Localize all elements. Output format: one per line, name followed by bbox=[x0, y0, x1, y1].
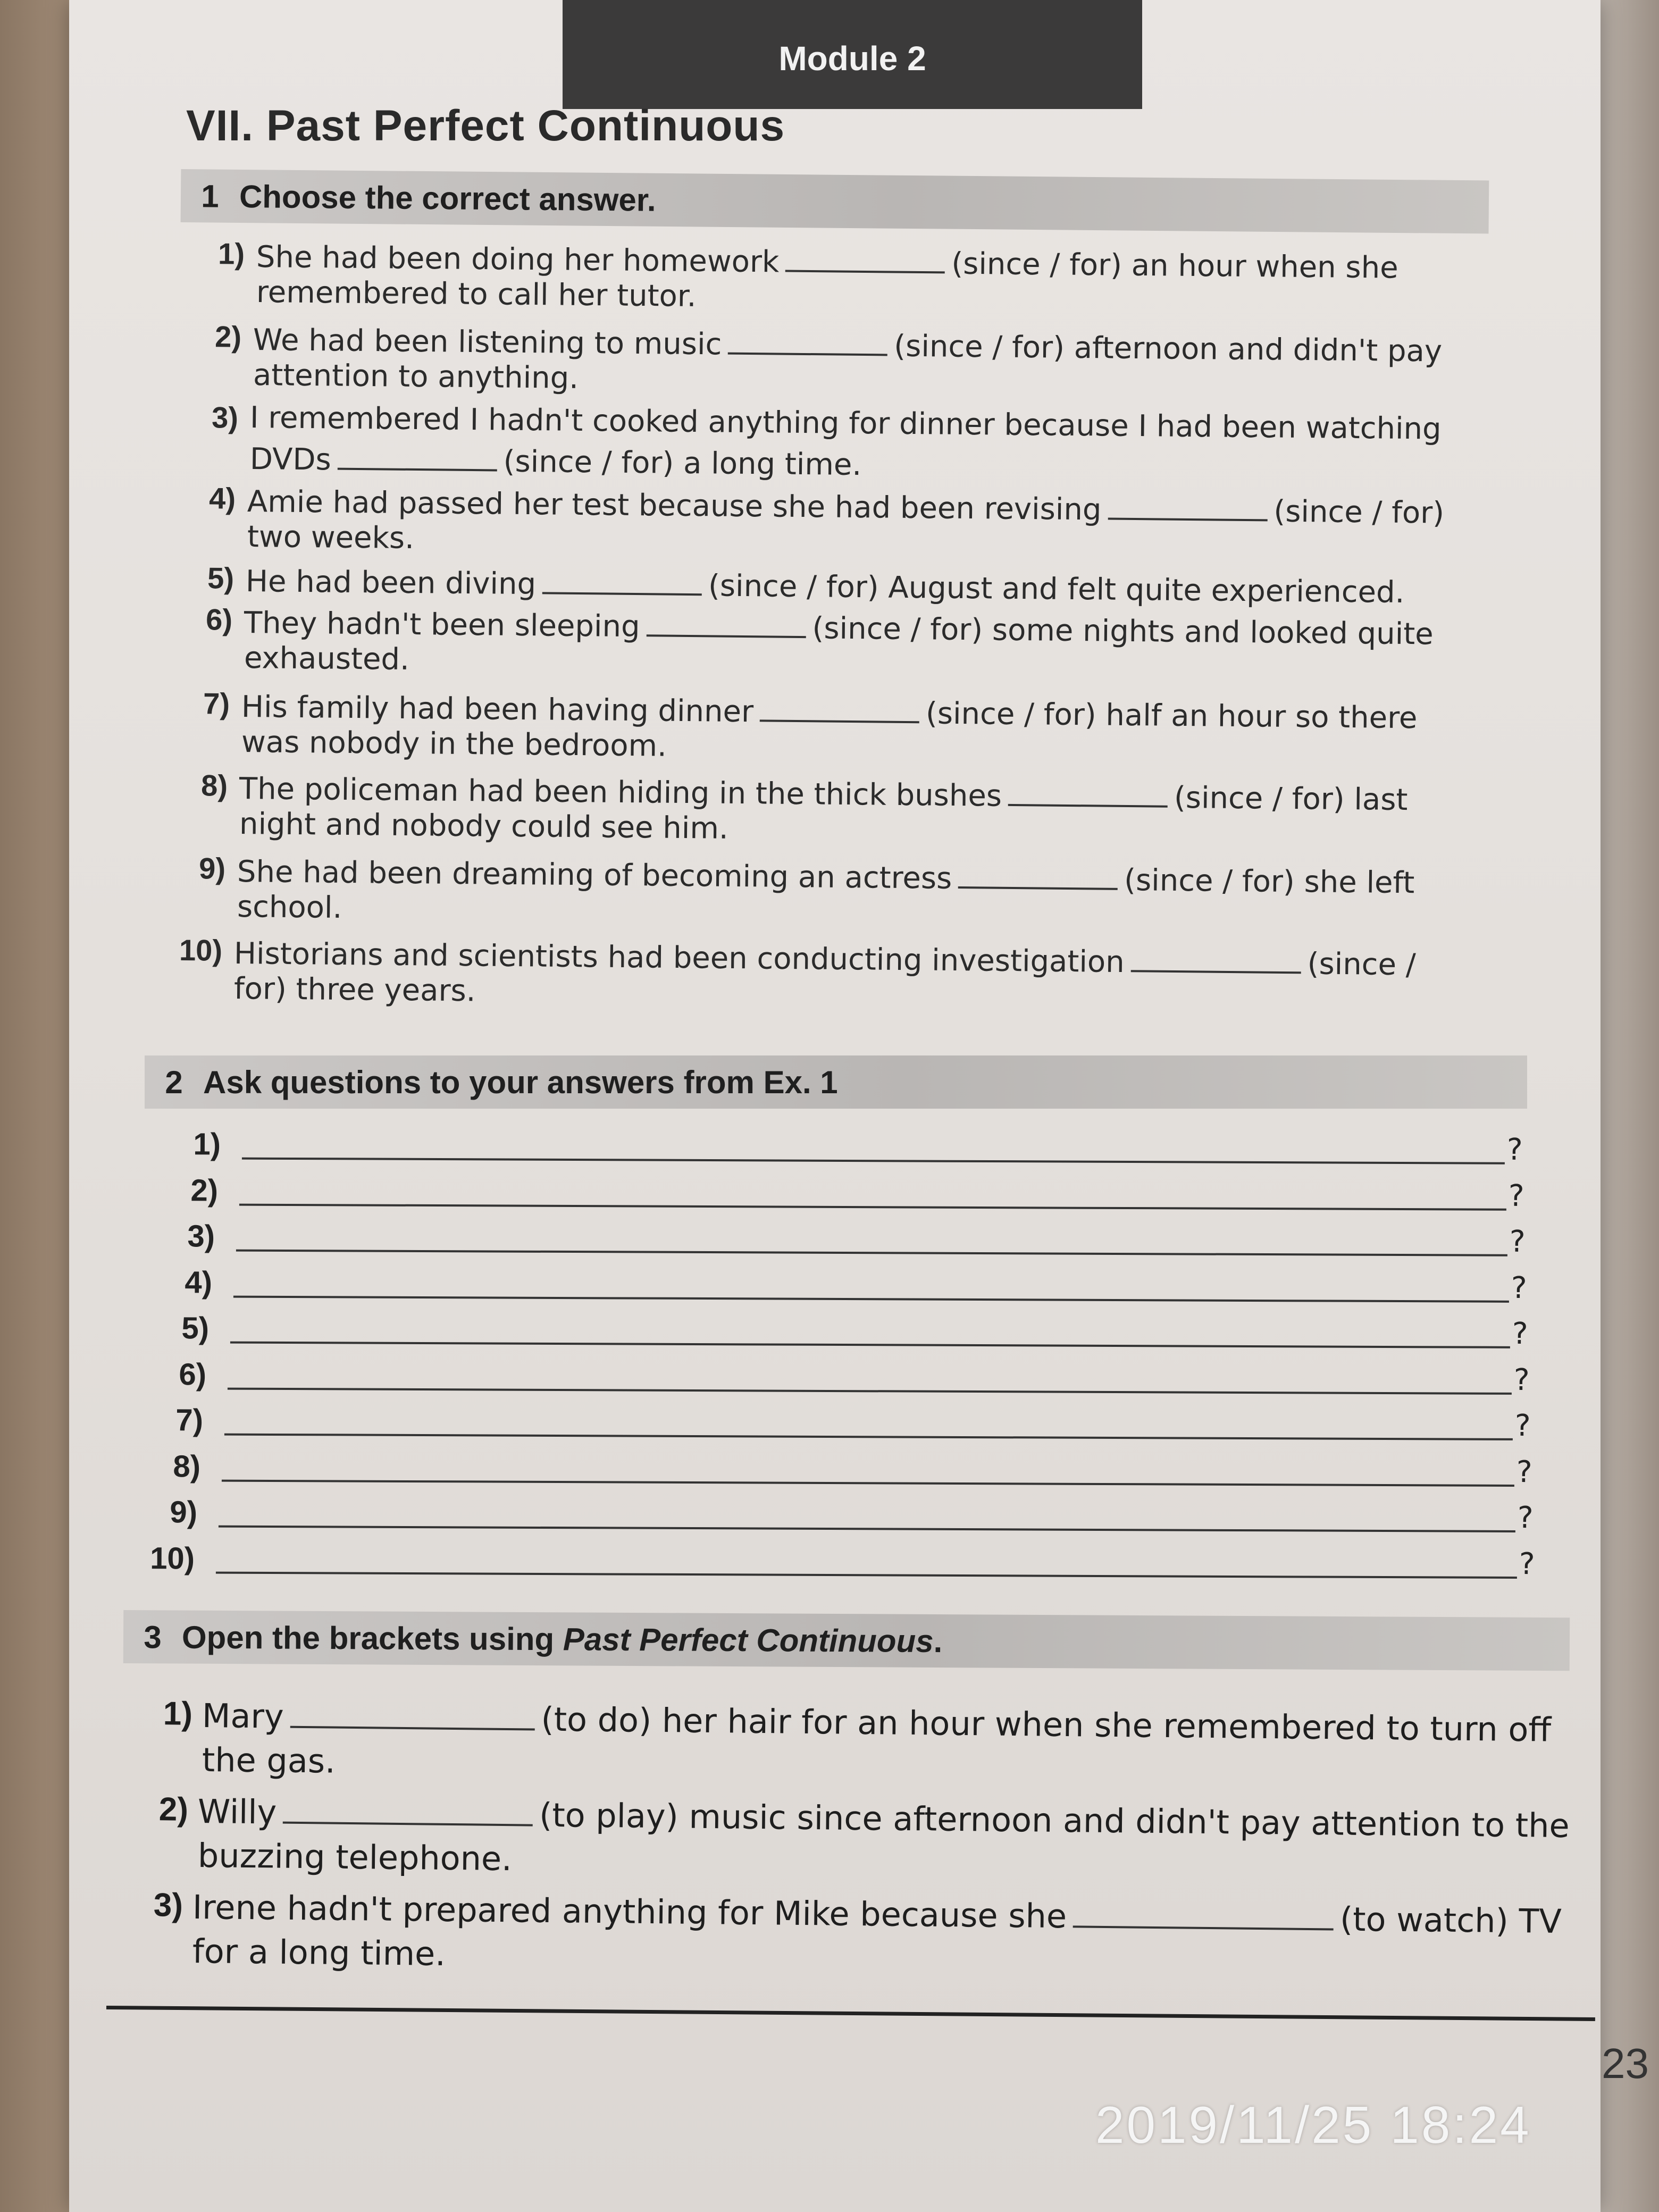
answer-blank[interactable] bbox=[958, 856, 1118, 890]
item-text: (since / for) an hour when she bbox=[951, 246, 1398, 286]
item-text: (since / bbox=[1307, 946, 1416, 983]
item-text: school. bbox=[237, 890, 342, 925]
exercise-3-instruction-end: . bbox=[933, 1623, 943, 1659]
question-row bbox=[154, 1172, 1538, 1220]
answer-blank[interactable] bbox=[338, 437, 498, 472]
item-text: (since / for) she left bbox=[1124, 863, 1415, 901]
exercise-3-instruction bbox=[182, 1619, 943, 1659]
item-text: exhausted. bbox=[244, 641, 410, 677]
item-text: The policeman had been hiding in the thick bushes bbox=[239, 772, 1002, 814]
question-number: 4) bbox=[184, 1264, 212, 1300]
question-mark: ? bbox=[1519, 1546, 1535, 1581]
item-text: (since / for) last bbox=[1174, 780, 1408, 818]
item-text: DVDs bbox=[249, 442, 332, 477]
question-mark: ? bbox=[1511, 1270, 1527, 1305]
item-number: 3) bbox=[153, 1887, 183, 1924]
exercise-3-item-continuation bbox=[202, 1737, 336, 1785]
item-text: Mary bbox=[202, 1696, 284, 1736]
exercise-1-item-continuation bbox=[244, 638, 410, 680]
item-text: His family had been having dinner bbox=[241, 690, 754, 730]
answer-blank[interactable] bbox=[1008, 773, 1168, 808]
item-number: 9) bbox=[198, 851, 226, 885]
question-row bbox=[148, 1264, 1540, 1312]
answer-blank[interactable] bbox=[1073, 1891, 1334, 1930]
exercise-1-item-continuation bbox=[239, 804, 728, 849]
page-number: 23 bbox=[1602, 2040, 1649, 2087]
item-text: He had been diving bbox=[245, 564, 537, 602]
exercise-3-instruction-tense: Past Perfect Continuous bbox=[563, 1621, 934, 1659]
exercise-1-number: 1 bbox=[201, 178, 219, 214]
item-text: They hadn't been sleeping bbox=[244, 606, 640, 644]
item-text: for) three years. bbox=[233, 971, 476, 1009]
question-row bbox=[151, 1218, 1539, 1266]
answer-blank[interactable] bbox=[760, 689, 920, 723]
question-mark: ? bbox=[1512, 1316, 1528, 1351]
question-row bbox=[130, 1540, 1548, 1588]
question-row bbox=[142, 1356, 1543, 1404]
item-text: for a long time. bbox=[192, 1932, 446, 1973]
question-answer-line[interactable] bbox=[219, 1526, 1515, 1532]
question-row bbox=[157, 1126, 1537, 1174]
question-answer-line[interactable] bbox=[242, 1158, 1505, 1164]
item-text: (since / for) half an hour so there bbox=[925, 696, 1418, 736]
question-row bbox=[136, 1448, 1546, 1496]
item-text: remembered to call her tutor. bbox=[256, 275, 697, 314]
answer-blank[interactable] bbox=[646, 604, 806, 638]
question-row bbox=[145, 1310, 1542, 1358]
module-tab: Module 2 bbox=[563, 0, 1142, 109]
item-number: 4) bbox=[208, 481, 236, 515]
item-text: (to watch) TV bbox=[1339, 1899, 1562, 1941]
answer-blank[interactable] bbox=[542, 561, 702, 596]
item-text: (to do) her hair for an hour when she remembered to turn off bbox=[541, 1699, 1552, 1749]
question-mark: ? bbox=[1516, 1454, 1532, 1489]
exercise-1-item-continuation bbox=[234, 969, 476, 1011]
question-answer-line[interactable] bbox=[224, 1434, 1513, 1440]
answer-blank[interactable] bbox=[728, 322, 888, 356]
question-answer-line[interactable] bbox=[230, 1342, 1510, 1348]
answer-blank[interactable] bbox=[283, 1788, 533, 1826]
item-number: 1) bbox=[163, 1695, 193, 1732]
item-number: 5) bbox=[207, 561, 234, 595]
answer-blank[interactable] bbox=[290, 1692, 535, 1731]
question-number: 1) bbox=[193, 1127, 221, 1162]
question-number: 10) bbox=[149, 1540, 195, 1576]
exercise-1-item-continuation bbox=[241, 722, 667, 767]
item-text: Irene hadn't prepared anything for Mike because she bbox=[192, 1888, 1067, 1936]
exercise-3-item-continuation bbox=[198, 1832, 513, 1882]
question-row bbox=[133, 1494, 1547, 1542]
item-text: buzzing telephone. bbox=[197, 1836, 513, 1879]
exercise-2-number: 2 bbox=[165, 1064, 183, 1100]
item-number: 2) bbox=[158, 1791, 189, 1828]
item-number: 6) bbox=[205, 602, 233, 636]
item-text: the gas. bbox=[202, 1740, 336, 1781]
exercise-1-item-continuation bbox=[247, 517, 415, 559]
item-text: She had been dreaming of becoming an actress bbox=[237, 854, 952, 896]
answer-blank[interactable] bbox=[1131, 939, 1302, 974]
question-answer-line[interactable] bbox=[239, 1203, 1506, 1210]
question-mark: ? bbox=[1508, 1178, 1524, 1213]
exercise-2-instruction: Ask questions to your answers from Ex. 1 bbox=[203, 1064, 838, 1100]
question-mark: ? bbox=[1514, 1408, 1531, 1444]
exercise-2-header bbox=[145, 1055, 1527, 1109]
item-number: 1) bbox=[217, 237, 245, 271]
item-number: 2) bbox=[214, 320, 242, 354]
item-text: two weeks. bbox=[247, 520, 415, 556]
item-text: We had been listening to music bbox=[253, 323, 722, 362]
page-title: VII. Past Perfect Continuous bbox=[186, 102, 785, 150]
exercise-3-header bbox=[123, 1610, 1570, 1671]
exercise-1-item-continuation bbox=[256, 272, 697, 317]
item-number: 10) bbox=[179, 933, 223, 967]
question-answer-line[interactable] bbox=[233, 1295, 1509, 1302]
question-number: 7) bbox=[175, 1403, 204, 1438]
item-text: (since / for) bbox=[1273, 494, 1445, 531]
answer-blank[interactable] bbox=[785, 239, 945, 274]
question-answer-line[interactable] bbox=[236, 1250, 1507, 1256]
question-number: 8) bbox=[172, 1448, 200, 1484]
item-text: Historians and scientists had been conducting investigation bbox=[233, 936, 1125, 980]
item-text: night and nobody could see him. bbox=[239, 807, 729, 846]
question-answer-line[interactable] bbox=[215, 1571, 1516, 1578]
question-number: 5) bbox=[181, 1311, 210, 1346]
exercise-3-number: 3 bbox=[144, 1619, 162, 1655]
item-text: Amie had passed her test because she had been revising bbox=[247, 484, 1102, 527]
exercise-3-instruction-text: Open the brackets using bbox=[181, 1619, 564, 1657]
question-mark: ? bbox=[1509, 1224, 1526, 1259]
question-number: 3) bbox=[187, 1219, 215, 1254]
question-mark: ? bbox=[1513, 1362, 1530, 1397]
item-number: 8) bbox=[200, 768, 228, 802]
exercise-1-item-continuation bbox=[253, 355, 579, 399]
item-number: 7) bbox=[203, 686, 230, 720]
item-text: was nobody in the bedroom. bbox=[241, 725, 667, 764]
question-answer-line[interactable] bbox=[221, 1479, 1514, 1486]
item-text: (to play) music since afternoon and didn't pay attention to the bbox=[539, 1795, 1570, 1846]
item-text: Willy bbox=[197, 1792, 277, 1832]
question-number: 6) bbox=[178, 1356, 206, 1392]
photo-timestamp: 2019/11/25 18:24 bbox=[1095, 2096, 1531, 2154]
question-mark: ? bbox=[1506, 1132, 1523, 1167]
exercise-1-item-continuation bbox=[250, 436, 862, 485]
item-text: She had been doing her homework bbox=[256, 240, 780, 280]
item-text: (since / for) August and felt quite experienced. bbox=[708, 568, 1405, 610]
question-number: 9) bbox=[170, 1495, 198, 1530]
item-text: (since / for) a long time. bbox=[503, 444, 862, 483]
question-number: 2) bbox=[190, 1172, 218, 1208]
item-text: (since / for) afternoon and didn't pay bbox=[894, 329, 1443, 369]
question-answer-line[interactable] bbox=[227, 1387, 1511, 1394]
item-number: 3) bbox=[211, 400, 239, 434]
exercise-1-instruction: Choose the correct answer. bbox=[239, 178, 656, 218]
exercise-1-item-continuation bbox=[237, 887, 342, 928]
answer-blank[interactable] bbox=[1108, 487, 1268, 522]
item-text: attention to anything. bbox=[253, 358, 579, 396]
item-text: I remembered I hadn't cooked anything for dinner because I had been watching bbox=[249, 400, 1442, 447]
exercise-3-item-continuation bbox=[192, 1928, 446, 1978]
item-text: (since / for) some nights and looked quite bbox=[812, 611, 1434, 652]
question-mark: ? bbox=[1517, 1500, 1534, 1536]
question-row bbox=[139, 1402, 1545, 1450]
